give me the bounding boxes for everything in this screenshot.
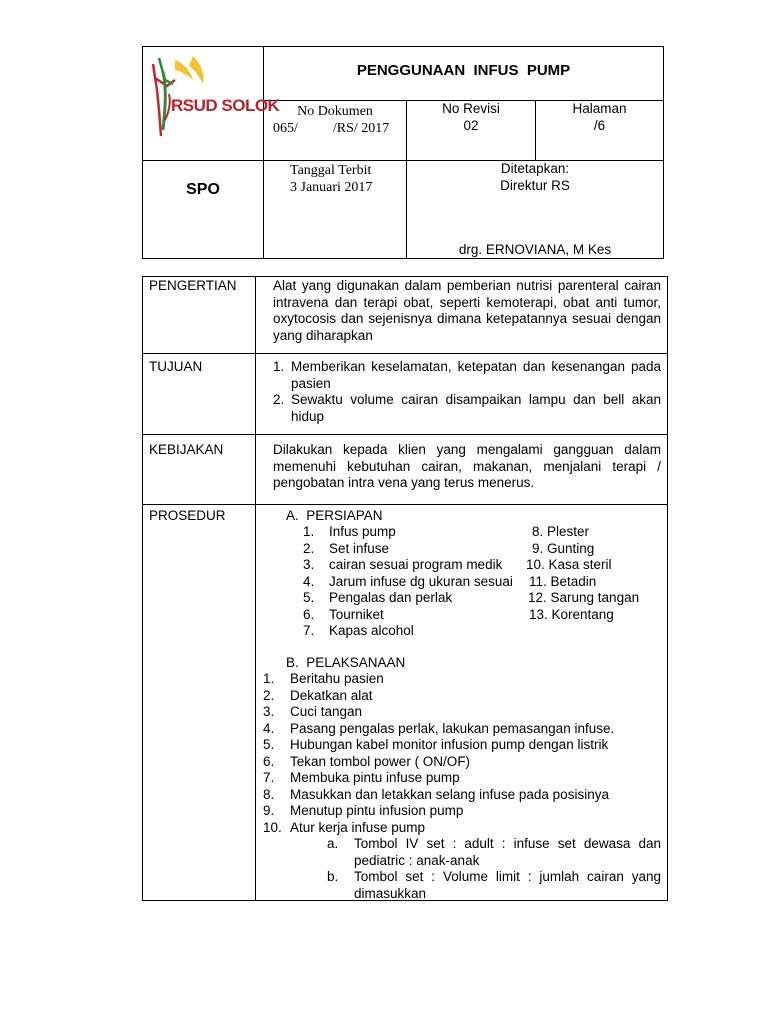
persiapan-heading: A. PERSIAPAN	[286, 508, 383, 523]
list-item	[273, 359, 661, 392]
item-number: 3.	[303, 557, 315, 572]
persiapan-item	[303, 540, 390, 558]
item-text: Kapas alcohol	[329, 623, 414, 638]
ditetapkan-value: Direktur RS	[500, 178, 570, 193]
item-number: 1.	[263, 671, 275, 686]
pelaksanaan-item	[263, 671, 384, 688]
logo-text: RSUD SOLOK	[171, 96, 280, 115]
persiapan-item	[303, 606, 384, 624]
sub-item-text: Tombol set : Volume limit : jumlah cairan yang dimasukkan	[354, 869, 661, 901]
tujuan-label: TUJUAN	[149, 359, 203, 374]
item-text: Tekan tombol power ( ON/OF)	[290, 753, 471, 769]
pelaksanaan-item	[263, 720, 615, 738]
item-text: Hubungan kabel monitor infusion pump dengan listrik	[290, 737, 609, 752]
signatory-name: drg. ERNOVIANA, M Kes	[458, 242, 612, 257]
item-number: 5.	[303, 590, 315, 605]
pelaksanaan-item	[263, 687, 373, 705]
kebijakan-label: KEBIJAKAN	[149, 442, 224, 457]
ditetapkan-label: Ditetapkan:	[500, 161, 570, 176]
persiapan-item-right: 12. Sarung tangan	[528, 590, 640, 605]
pelaksanaan-item	[263, 704, 363, 721]
pelaksanaan-item	[263, 803, 464, 820]
pelaksanaan-item	[263, 737, 609, 754]
item-text: Set infuse	[329, 540, 390, 556]
tanggal-terbit-value: 3 Januari 2017	[290, 180, 373, 195]
item-text: Masukkan dan letakkan selang infuse pada posisinya	[290, 786, 609, 802]
item-text: Tourniket	[329, 606, 384, 622]
pengertian-text: Alat yang digunakan dalam pemberian nutrisi parenteral cairan intravena dan terapi obat, seperti kemoterapi, obat anti tumor, oxytocosis dan sejenisnya dimana ketepatannya sesuai dengan yang diharapkan	[273, 278, 661, 343]
persiapan-item	[303, 573, 513, 591]
persiapan-item	[303, 524, 396, 541]
sub-item-letter: b.	[327, 869, 339, 884]
item-number: 1.	[303, 524, 315, 539]
item-number: 6.	[303, 606, 315, 622]
item-text: Membuka pintu infuse pump	[290, 770, 460, 785]
sub-item	[327, 836, 661, 869]
no-dokumen-label: No Dokumen	[297, 104, 373, 119]
pelaksanaan-item	[263, 786, 609, 804]
list-item-number: 2.	[273, 392, 285, 407]
item-text: Pasang pengalas perlak, lakukan pemasangan infuse.	[290, 720, 615, 736]
sub-item-letter: a.	[327, 836, 339, 851]
kebijakan-text: Dilakukan kepada klien yang mengalami gangguan dalam memenuhi kebutuhan cairan, makanan, menjalani terapi / pengobatan intra vena yang terus menerus.	[273, 442, 661, 490]
item-text: Dekatkan alat	[290, 687, 373, 703]
hospital-logo	[145, 50, 280, 140]
item-number: 10.	[263, 819, 282, 835]
persiapan-item	[303, 557, 503, 574]
list-item-text: Memberikan keselamatan, ketepatan dan kesenangan pada pasien	[291, 359, 661, 391]
item-text: Atur kerja infuse pump	[290, 819, 426, 835]
item-number: 2.	[303, 540, 315, 556]
item-number: 4.	[303, 573, 315, 589]
pelaksanaan-item	[263, 819, 426, 837]
no-dokumen-value: 065/ /RS/ 2017	[273, 121, 390, 136]
item-text: Pengalas dan perlak	[329, 590, 453, 605]
item-number: 7.	[263, 770, 275, 785]
tanggal-terbit-label: Tanggal Terbit	[290, 163, 372, 178]
item-number: 6.	[263, 753, 275, 769]
item-number: 2.	[263, 687, 275, 703]
persiapan-item	[303, 590, 453, 607]
persiapan-item-right: 13. Korentang	[529, 606, 614, 622]
no-revisi-label: No Revisi	[442, 101, 500, 116]
sub-item	[327, 869, 661, 902]
persiapan-item-right: 9. Gunting	[532, 540, 595, 556]
persiapan-item-right: 10. Kasa steril	[526, 557, 612, 572]
pelaksanaan-item	[263, 770, 460, 787]
tujuan-list	[273, 359, 661, 425]
no-revisi-value: 02	[463, 118, 479, 133]
pelaksanaan-item	[263, 753, 471, 771]
list-item	[273, 392, 661, 425]
item-number: 4.	[263, 720, 275, 736]
item-number: 5.	[263, 737, 275, 752]
item-text: Infus pump	[329, 524, 396, 539]
item-text: Beritahu pasien	[290, 671, 384, 686]
item-number: 8.	[263, 786, 275, 802]
document-title: PENGGUNAAN INFUS PUMP	[356, 62, 571, 79]
item-text: Jarum infuse dg ukuran sesuai	[329, 573, 513, 589]
item-text: Menutup pintu infusion pump	[290, 803, 464, 818]
prosedur-label: PROSEDUR	[149, 508, 226, 523]
persiapan-item	[303, 623, 414, 640]
persiapan-item-right: 11. Betadin	[529, 573, 597, 589]
item-number: 9.	[263, 803, 275, 818]
persiapan-item-right: 8. Plester	[532, 524, 590, 539]
list-item-text: Sewaktu volume cairan disampaikan lampu dan bell akan hidup	[291, 392, 661, 424]
sub-item-text: Tombol IV set : adult : infuse set dewasa dan pediatric : anak-anak	[354, 836, 661, 868]
list-item-number: 1.	[273, 359, 285, 374]
spo-label: SPO	[186, 181, 220, 198]
halaman-label: Halaman	[572, 101, 627, 116]
item-number: 3.	[263, 704, 275, 719]
item-text: Cuci tangan	[290, 704, 363, 719]
pelaksanaan-heading: B. PELAKSANAAN	[286, 655, 406, 670]
pengertian-label: PENGERTIAN	[149, 278, 237, 293]
item-number: 7.	[303, 623, 315, 638]
halaman-value: /6	[593, 118, 606, 133]
item-text: cairan sesuai program medik	[329, 557, 503, 572]
